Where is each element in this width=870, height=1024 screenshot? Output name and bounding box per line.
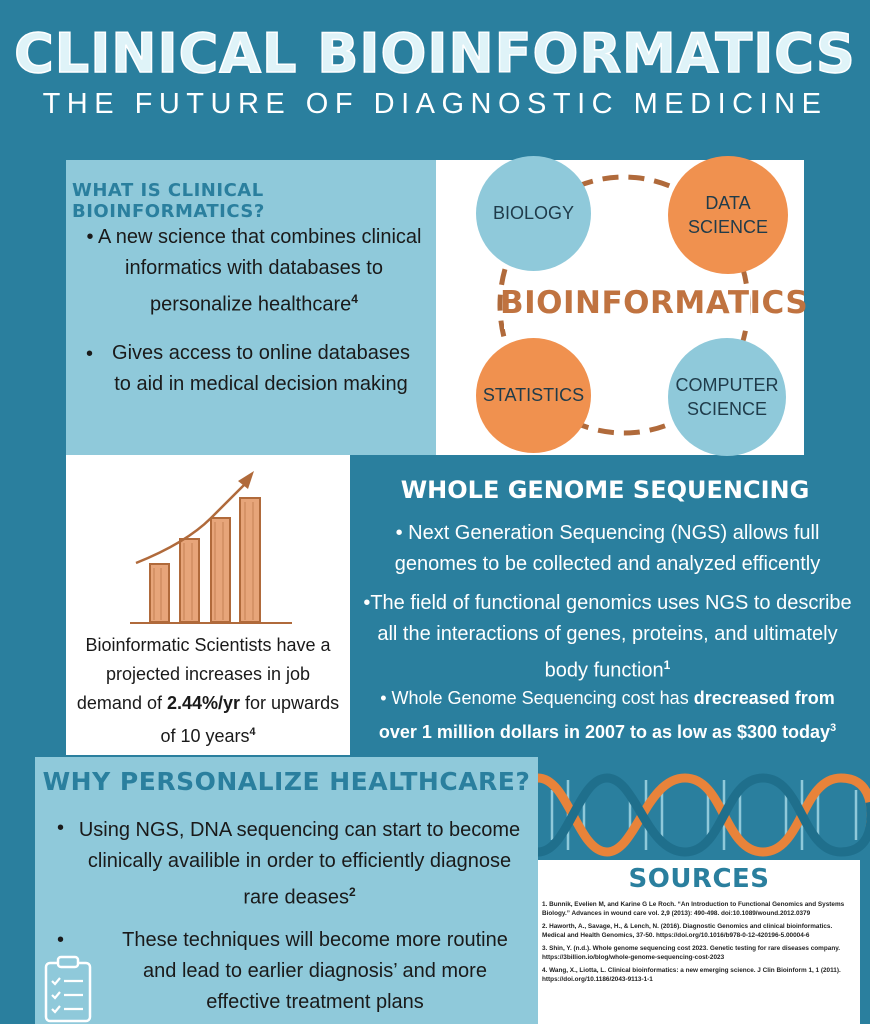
job-demand-panel	[66, 455, 350, 755]
growth-bar	[150, 564, 169, 622]
what-is-panel	[66, 160, 436, 455]
why-personalize-panel	[35, 757, 538, 1024]
growth-bar	[211, 518, 230, 622]
citation-sup: 4	[249, 726, 256, 738]
page-subtitle: THE FUTURE OF DIAGNOSTIC MEDICINE	[42, 88, 828, 120]
dna-helix-icon	[538, 768, 870, 862]
wgs-bullet-2	[355, 588, 860, 687]
why-bullet-1	[77, 815, 522, 914]
wgs-bullet-1: • Next Generation Sequencing (NGS) allows full genomes to be collected and analyzed efficently	[394, 522, 821, 575]
bullet-marker: •	[57, 817, 65, 839]
why-heading: WHY PERSONALIZE HEALTHCARE?	[42, 767, 531, 796]
bullet-marker: •	[86, 343, 94, 365]
sources-panel	[538, 860, 860, 1024]
what-is-bullet-1	[74, 222, 434, 321]
wgs-bullet-3-bold: drecreased from over 1 million dollars in 2007 to as low as $300 today	[378, 688, 835, 742]
what-is-bullet-1-text: • A new science that combines clinical informatics with databases to personalize healthcare	[86, 226, 422, 316]
bullet-marker: •	[57, 929, 65, 951]
data-science-label-2: SCIENCE	[687, 217, 768, 237]
job-demand-text-post: for upwards of 10 years	[160, 693, 340, 746]
page-title: CLINICAL BIOINFORMATICS	[14, 22, 856, 85]
arrow-head	[238, 471, 254, 489]
bioinformatics-center-label: BIOINFORMATICS	[500, 285, 809, 321]
job-demand-rate: 2.44%/yr	[166, 693, 241, 713]
growth-bar	[180, 539, 199, 622]
computer-science-label-1: COMPUTER	[675, 374, 779, 395]
biology-circle	[476, 156, 591, 271]
citation-sup: 2	[348, 885, 356, 899]
wgs-bullet-3-text: • Whole Genome Sequencing cost has	[380, 688, 694, 708]
job-demand-text-pre: Bioinformatic Scientists have a projected increases in job demand of	[76, 635, 331, 713]
data-science-label-1: DATA	[705, 192, 751, 213]
wgs-bullet-3	[360, 683, 855, 747]
source-item: 3. Shin, Y. (n.d.). Whole genome sequencing cost 2023. Genetic testing for rare diseases company. https://3billion.io/blog/whole-genome-sequencing-cost-2023	[542, 945, 841, 961]
citation-sup: 1	[663, 658, 671, 672]
sources-heading: SOURCES	[628, 864, 770, 894]
source-item: 1. Bunnik, Evelien M, and Karine G Le Roch. “An Introduction to Functional Genomics and Systems Biology.” Advances in wound care vol. 2,9 (2013): 490-498. doi:10.1089/wound.2012.0379	[542, 901, 845, 917]
what-is-bullet-2: Gives access to online databases to aid in medical decision making	[112, 342, 410, 395]
wgs-bullet-2-text: •The field of functional genomics uses NGS to describe all the interactions of genes, proteins, and ultimately body function	[363, 592, 852, 682]
growth-bar	[240, 498, 260, 622]
clipboard-checklist-icon	[41, 953, 97, 1023]
source-item: 4. Wang, X., Liotta, L. Clinical bioinformatics: a new emerging science. J Clin Bioinform 1, 1 (2011). https://doi.org/10.1186/2043-9113-1-1	[542, 967, 841, 983]
sources-list	[542, 900, 850, 988]
why-bullet-2: These techniques will become more routine and lead to earlier diagnosis’ and more effective treatment plans	[122, 929, 508, 1013]
job-demand-text	[72, 631, 344, 751]
statistics-circle	[476, 338, 591, 453]
computer-science-label-2: SCIENCE	[686, 399, 767, 419]
why-bullet-1-text: Using NGS, DNA sequencing can start to become clinically availible in order to efficiently diagnose rare deases	[78, 819, 521, 909]
wgs-heading: WHOLE GENOME SEQUENCING	[400, 476, 810, 504]
citation-sup: 3	[830, 722, 837, 734]
data-science-circle	[668, 156, 788, 274]
bioinformatics-diagram	[436, 160, 809, 455]
source-item: 2. Haworth, A., Savage, H., & Lench, N. (2016). Diagnostic Genomics and clinical bioinformatics. Medical and Health Genomics, 37-50. https://doi.org/10.1016/b978-0-12-420196-5.00004-6	[542, 923, 833, 939]
bar-chart-growth-icon	[116, 463, 316, 638]
biology-label: BIOLOGY	[492, 203, 575, 224]
what-is-heading: WHAT IS CLINICAL BIOINFORMATICS?	[72, 180, 265, 222]
computer-science-circle	[668, 338, 786, 456]
citation-sup: 4	[351, 292, 358, 306]
statistics-label: STATISTICS	[482, 385, 585, 406]
